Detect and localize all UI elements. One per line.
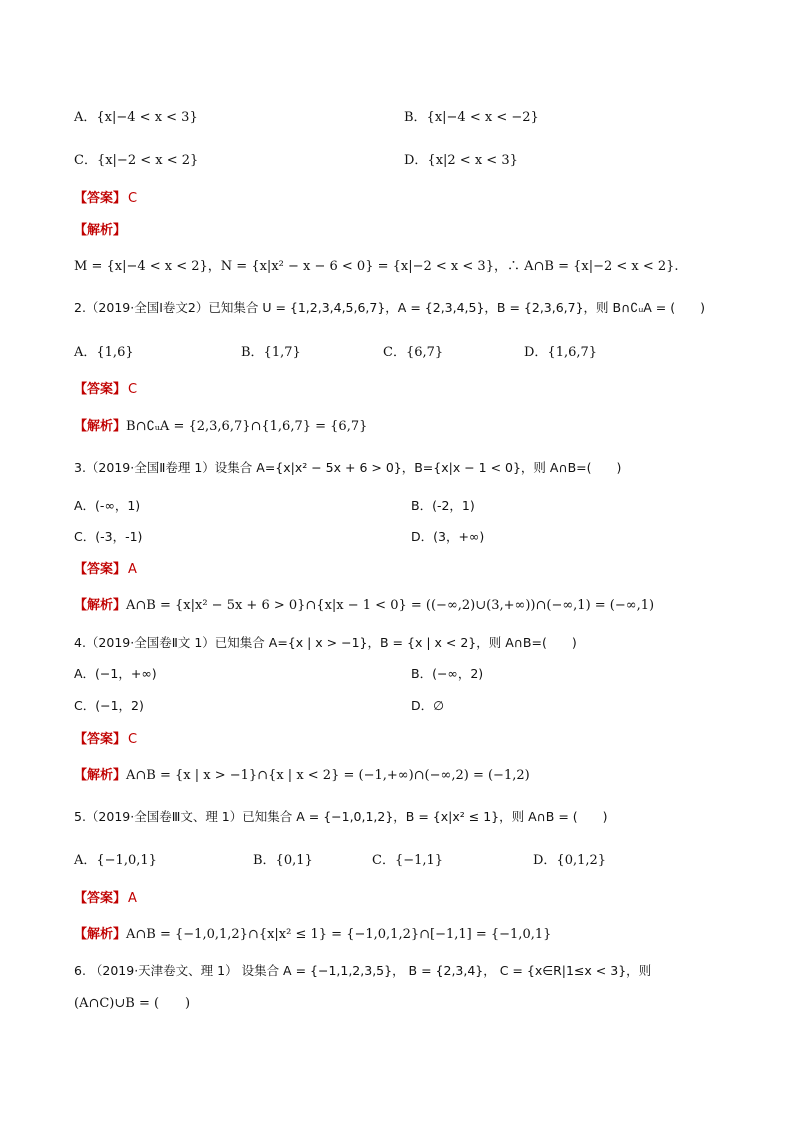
q3-option-d: D．(3，+∞) xyxy=(411,529,485,544)
q5-answer-row xyxy=(74,887,137,906)
q4-option-a: A．(−1，+∞) xyxy=(74,666,157,681)
q5-option-a: A．{−1,0,1} xyxy=(74,853,157,868)
q1-option-b: B．{x|−4 < x < −2} xyxy=(404,110,539,125)
q1-option-a: A．{x|−4 < x < 3} xyxy=(74,110,198,125)
q1-analysis-tag-row xyxy=(74,219,126,238)
q4-stem: 4.（2019·全国卷Ⅱ文 1）已知集合 A={x | x > −1}，B = {x | x < 2}，则 A∩B=( ) xyxy=(74,635,577,650)
q2-option-a: A．{1,6} xyxy=(74,345,134,360)
answer-value: C xyxy=(128,732,138,747)
q2-analysis-row xyxy=(74,415,367,434)
q4-option-d: D．∅ xyxy=(411,698,445,713)
q1-option-c: C．{x|−2 < x < 2} xyxy=(74,153,199,168)
q1-answer-row xyxy=(74,187,137,206)
q3-analysis-row xyxy=(74,594,654,613)
q5-option-b: B．{0,1} xyxy=(253,853,313,868)
q3-stem: 3.（2019·全国Ⅱ卷理 1）设集合 A={x|x² − 5x + 6 > 0}，B={x|x − 1 < 0}，则 A∩B=( ) xyxy=(74,460,622,475)
q3-option-c: C．(-3，-1) xyxy=(74,529,143,544)
q6-stem-continued: (A∩C)∪B = ( ) xyxy=(74,996,191,1011)
q5-analysis-row xyxy=(74,923,551,942)
q4-answer-row xyxy=(74,728,137,747)
q5-option-c: C．{−1,1} xyxy=(372,853,444,868)
analysis-text: A∩B = {x|x² − 5x + 6 > 0}∩{x|x − 1 < 0} = ((−∞,2)∪(3,+∞))∩(−∞,1) = (−∞,1) xyxy=(126,598,655,613)
answer-tag: 【答案】 xyxy=(74,732,127,747)
q2-stem: 2.（2019·全国Ⅰ卷文2）已知集合 U = {1,2,3,4,5,6,7}，A = {2,3,4,5}，B = {2,3,6,7}，则 B∩∁ᵤA = ( ) xyxy=(74,300,705,315)
analysis-tag: 【解析】 xyxy=(74,927,127,942)
q4-analysis-row xyxy=(74,764,530,783)
q3-option-a: A．(-∞，1) xyxy=(74,498,141,513)
analysis-text: A∩B = {−1,0,1,2}∩{x|x² ≤ 1} = {−1,0,1,2}∩[−1,1] = {−1,0,1} xyxy=(126,927,552,942)
q1-option-d: D．{x|2 < x < 3} xyxy=(404,153,518,168)
q2-option-b: B．{1,7} xyxy=(241,345,301,360)
answer-tag: 【答案】 xyxy=(74,891,127,906)
q5-stem: 5.（2019·全国卷Ⅲ文、理 1）已知集合 A = {−1,0,1,2}，B = {x|x² ≤ 1}，则 A∩B = ( ) xyxy=(74,809,608,824)
answer-value: C xyxy=(128,382,138,397)
analysis-text: A∩B = {x | x > −1}∩{x | x < 2} = (−1,+∞)∩(−∞,2) = (−1,2) xyxy=(126,768,530,783)
analysis-text: B∩∁ᵤA = {2,3,6,7}∩{1,6,7} = {6,7} xyxy=(126,419,368,434)
q3-answer-row xyxy=(74,558,137,577)
answer-value: A xyxy=(128,562,137,577)
q2-answer-row xyxy=(74,378,137,397)
q2-option-d: D．{1,6,7} xyxy=(524,345,598,360)
q4-option-b: B．(−∞，2) xyxy=(411,666,484,681)
analysis-tag: 【解析】 xyxy=(74,598,127,613)
answer-tag: 【答案】 xyxy=(74,191,127,206)
q2-option-c: C．{6,7} xyxy=(383,345,444,360)
answer-tag: 【答案】 xyxy=(74,562,127,577)
answer-value: C xyxy=(128,191,138,206)
q3-option-b: B．(-2，1) xyxy=(411,498,475,513)
analysis-tag: 【解析】 xyxy=(74,419,127,434)
answer-value: A xyxy=(128,891,137,906)
q5-option-d: D．{0,1,2} xyxy=(533,853,607,868)
analysis-tag: 【解析】 xyxy=(74,223,127,238)
answer-tag: 【答案】 xyxy=(74,382,127,397)
q4-option-c: C．(−1，2) xyxy=(74,698,144,713)
q6-stem: 6. （2019·天津卷文、理 1） 设集合 A = {−1,1,2,3,5}， B = {2,3,4}， C = {x∈R|1≤x < 3}，则 xyxy=(74,963,652,978)
q1-analysis: M = {x|−4 < x < 2}，N = {x|x² − x − 6 < 0} = {x|−2 < x < 3}，∴ A∩B = {x|−2 < x < 2}. xyxy=(74,259,679,274)
analysis-tag: 【解析】 xyxy=(74,768,127,783)
